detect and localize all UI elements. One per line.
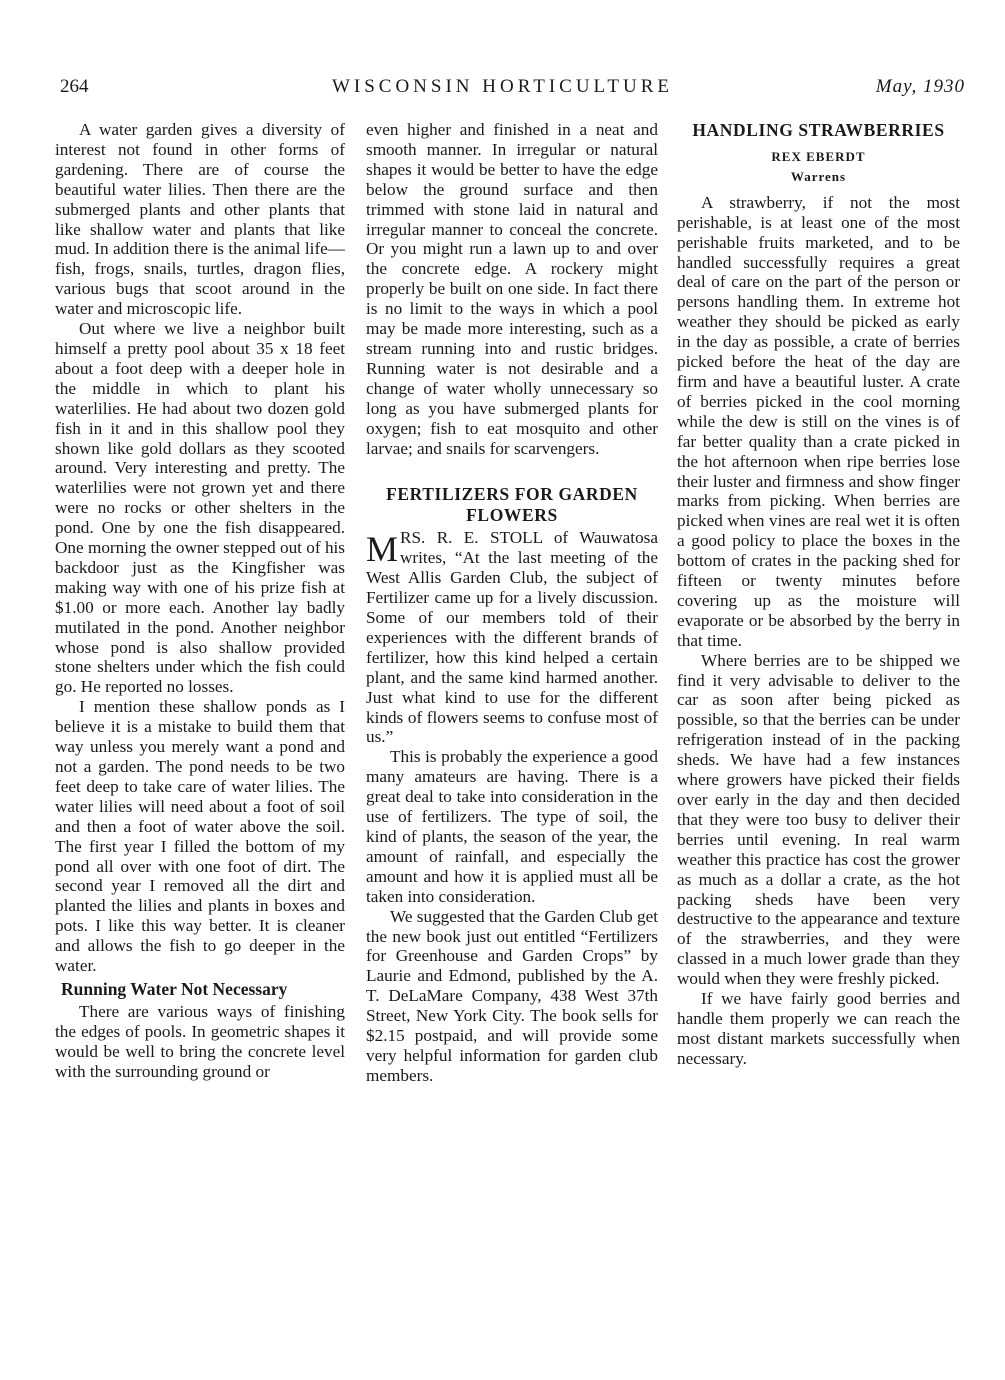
- paragraph: There are various ways of finishing the edges of pools. In geometric shapes it would be well to bring the concrete level with the surrounding ground or: [55, 1001, 345, 1081]
- spacer: [366, 458, 658, 484]
- page-header: [0, 76, 1005, 106]
- paragraph: [366, 528, 658, 747]
- paragraph-text: RS. R. E. STOLL of Wauwatosa writes, “At the last meeting of the West Allis Garden Club, the subject of Fertilizer came up for a lively discussion. Some of our members told of their experiences with the different brands of fertilizer, how this kind helped a certain plant, and the same kind harmed another. Just what kind to use for the different kinds of flowers seems to confuse most of us.”: [366, 528, 658, 747]
- paragraph: I mention these shallow ponds as I believe it is a mistake to build them that way unless you merely want a pond and not a garden. The pond needs to be two feet deep to take care of water lilies. The water lilies will need about a foot of soil and then a foot of water above the soil. The first year I filled the bottom of my pond all over with one foot of dirt. The second year I removed all the dirt and planted the lilies and plants in boxes and pots. I like this way better. It is cleaner and allows the fish to go deeper in the water.: [55, 697, 345, 976]
- paragraph: Where berries are to be shipped we find it very advisable to deliver to the car as soon after being picked as possible, so that the berries can be under refrigeration instead of in the packing sheds. We have had a few instances where growers have picked their fields over early in the day and then decided that they were too busy to deliver their berries until evening. In real warm weather this practice has cost the grower as much as a dollar a crate, as the hot packing sheds have been very destructive to the appearance and texture of the strawberries, and they were classed in a much lower grade than they would when they were freshly picked.: [677, 650, 960, 989]
- subheading: Running Water Not Necessary: [61, 978, 288, 999]
- author-location: Warrens: [790, 168, 847, 184]
- drop-cap: M: [366, 529, 399, 570]
- author-name: REX EBERDT: [771, 149, 866, 164]
- paragraph: This is probably the experience a good many amateurs are having. There is a great deal to take into consideration in the use of fertilizers. The type of soil, the kind of plants, the season of the year, the amount of rainfall, and especially the amount and how it is applied must all be taken into consideration.: [366, 747, 658, 906]
- paragraph: A water garden gives a diversity of interest not found in other forms of gardening. There are of course the beautiful water lilies. Then there are the submerged plants and other plants that like shallow water and plants that like mud. In addition there is the animal life—fish, frogs, snails, turtles, dragon flies, various bugs that scoot around in the water and microscopic life.: [55, 120, 345, 319]
- article-title-fertilizers: FERTILIZERS FOR GARDEN FLOWERS: [386, 484, 638, 526]
- column-right: [677, 120, 960, 1069]
- paragraph: A strawberry, if not the most perishable, is at least one of the most perishable fruits marketed, and to be handled successfully requires a great deal of care on the part of the person or persons handling them. In extreme hot weather they should be picked as early in the day as possible, a crate of berries picked before the heat of the day are firm and have a beautiful luster. A crate of berries picked in the cool morning while the dew is still on the vines is of far better quality than a crate picked in the hot afternoon when ripe berries lose their luster and firmness and show finger marks from picking. When berries are picked when vines are real wet it is often a good policy to place the boxes in the bottom of crates in the packing shed for fifteen or twenty minutes before covering up as the moisture will evaporate or be absorbed by the berry in that time.: [677, 192, 960, 650]
- paragraph: Out where we live a neighbor built himself a pretty pool about 35 x 18 feet about a foot deep with a deeper hole in the middle in which to plant his waterlilies. He had about two dozen gold fish in it and in this shallow pool they shown like gold dollars as they scooted around. Very interesting and pretty. The waterlilies were not grown yet and there were no rocks or other shelters in the pond. One by one the fish disappeared. One morning the owner stepped out of his backdoor just as the Kingfisher was making way with one of his prize fish at $1.00 or more each. Another lay badly mutilated in the pond. Another neighbor whose pond is also shallow provided stone shelters under which the fish could go. He reported no losses.: [55, 319, 345, 697]
- page-number: 264: [60, 76, 89, 97]
- column-middle: [366, 120, 658, 1086]
- column-left: [55, 120, 345, 1082]
- article-title-strawberries: HANDLING STRAWBERRIES: [692, 120, 945, 140]
- paragraph: If we have fairly good berries and handle them properly we can reach the most distant markets successfully when necessary.: [677, 989, 960, 1068]
- paragraph: We suggested that the Garden Club get the new book just out entitled “Fertilizers for Greenhouse and Garden Crops” by Laurie and Edmond, published by the A. T. DeLaMare Company, 438 West 37th Street, New York City. The book sells for $2.15 postpaid, and will provide some very helpful information for garden club members.: [366, 906, 658, 1085]
- journal-title: WISCONSIN HORTICULTURE: [331, 76, 674, 97]
- issue-date: May, 1930: [875, 76, 965, 97]
- paragraph: even higher and finished in a neat and smooth manner. In irregular or natural shapes it would be better to have the edge below the ground surface and then trimmed with stone laid in natural and irregular manner to conceal the concrete. Or you might run a lawn up to and over the concrete edge. A rockery might properly be built on one side. In fact there is no limit to the ways in which a pool may be made more interesting, such as a stream running into and rustic bridges. Running water is not desirable and a change of water wholly unnecessary so long as you have submerged plants for oxygen; fish to eat mosquito and other larvae; and snails for scarvengers.: [366, 120, 658, 458]
